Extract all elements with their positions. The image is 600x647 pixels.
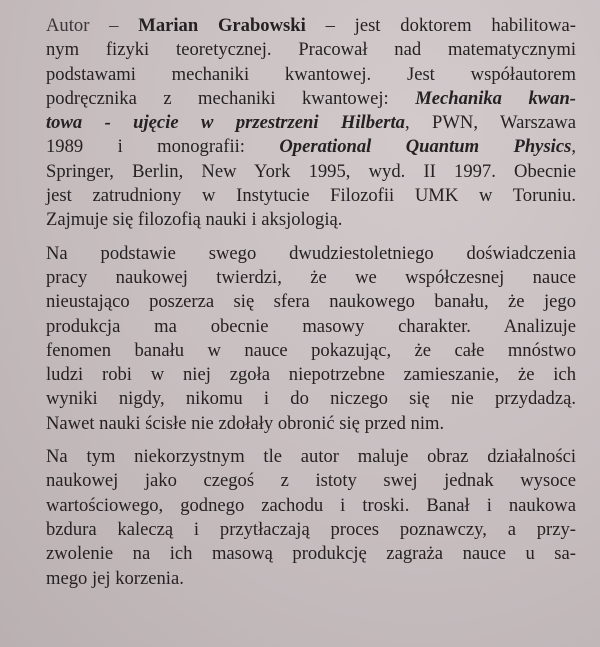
- text-run: fenomen banału w nauce pokazując, że całe mnóstwo: [46, 339, 576, 361]
- text-line: [46, 38, 576, 62]
- text-line: [46, 63, 576, 87]
- text-line: [46, 339, 576, 363]
- text-run: – jest doktorem habilitowa-: [305, 15, 576, 36]
- text-line: [46, 518, 576, 542]
- text-line: [46, 184, 576, 208]
- text-run: ludzi robi w niej zgoła niepotrzebne zamieszanie, że ich: [46, 364, 576, 386]
- paragraph-3: [46, 445, 576, 591]
- text-run: , PWN, Warszawa: [404, 112, 576, 134]
- text-line: [46, 14, 576, 38]
- text-run: wyniki nigdy, nikomu i do niczego się nie przydadzą.: [46, 388, 576, 410]
- text-line: [46, 363, 576, 387]
- text-run: pracy naukowej twierdzi, że we współczesnej nauce: [46, 266, 576, 288]
- author-name: Marian Grabowski: [138, 15, 306, 36]
- text-run: bzdura kaleczą i przytłaczają proces poznawczy, a przy-: [46, 518, 576, 540]
- text-run: wartościowego, godnego zachodu i troski. Banał i naukowa: [46, 494, 576, 516]
- text-line: [46, 266, 576, 290]
- text-run: zwolenie na ich masową produkcję zagraża nauce u sa-: [46, 543, 576, 565]
- text-line: [46, 290, 576, 314]
- text-line: [46, 469, 576, 493]
- text-line: [46, 135, 576, 159]
- text-line: [46, 160, 576, 184]
- text-line: [46, 567, 576, 591]
- text-line: [46, 445, 576, 469]
- book-title: Operational Quantum Physics: [279, 136, 572, 158]
- text-run: Nawet nauki ścisłe nie zdołały obronić się przed nim.: [46, 412, 445, 434]
- text-line: [46, 542, 576, 566]
- book-title: towa - ujęcie w przestrzeni Hilberta: [46, 112, 405, 134]
- text-run: Autor –: [46, 15, 139, 36]
- paragraph-2: [46, 242, 576, 436]
- text-run: 1989 i monografii:: [46, 136, 280, 158]
- text-line: [46, 387, 576, 411]
- text-run: jest zatrudniony w Instytucie Filozofii UMK w Toruniu.: [46, 185, 576, 207]
- book-blurb: [46, 14, 576, 600]
- text-run: nym fizyki teoretycznej. Pracował nad matematycznymi: [46, 39, 576, 61]
- book-title: Mechanika kwan-: [415, 87, 576, 109]
- text-line: [46, 242, 576, 266]
- text-run: Na tym niekorzystnym tle autor maluje obraz działalności: [46, 446, 576, 468]
- text-line: [46, 208, 576, 232]
- text-line: [46, 87, 576, 111]
- text-run: nieustająco poszerza się sfera naukowego banału, że jego: [46, 291, 576, 313]
- paragraph-1: [46, 14, 576, 233]
- text-line: [46, 111, 576, 135]
- text-line: [46, 412, 576, 436]
- text-run: ,: [571, 136, 576, 158]
- text-line: [46, 494, 576, 518]
- text-run: podręcznika z mechaniki kwantowej:: [46, 87, 416, 109]
- text-run: produkcja ma obecnie masowy charakter. Analizuje: [46, 315, 576, 337]
- text-run: naukowej jako czegoś z istoty swej jednak wysoce: [46, 470, 576, 492]
- text-run: podstawami mechaniki kwantowej. Jest współautorem: [46, 63, 576, 85]
- text-run: Springer, Berlin, New York 1995, wyd. II 1997. Obecnie: [46, 160, 576, 182]
- text-run: Na podstawie swego dwudziestoletniego doświadczenia: [46, 242, 576, 264]
- text-run: Zajmuje się filozofią nauki i aksjologią.: [46, 209, 343, 231]
- text-line: [46, 315, 576, 339]
- text-run: mego jej korzenia.: [46, 567, 184, 589]
